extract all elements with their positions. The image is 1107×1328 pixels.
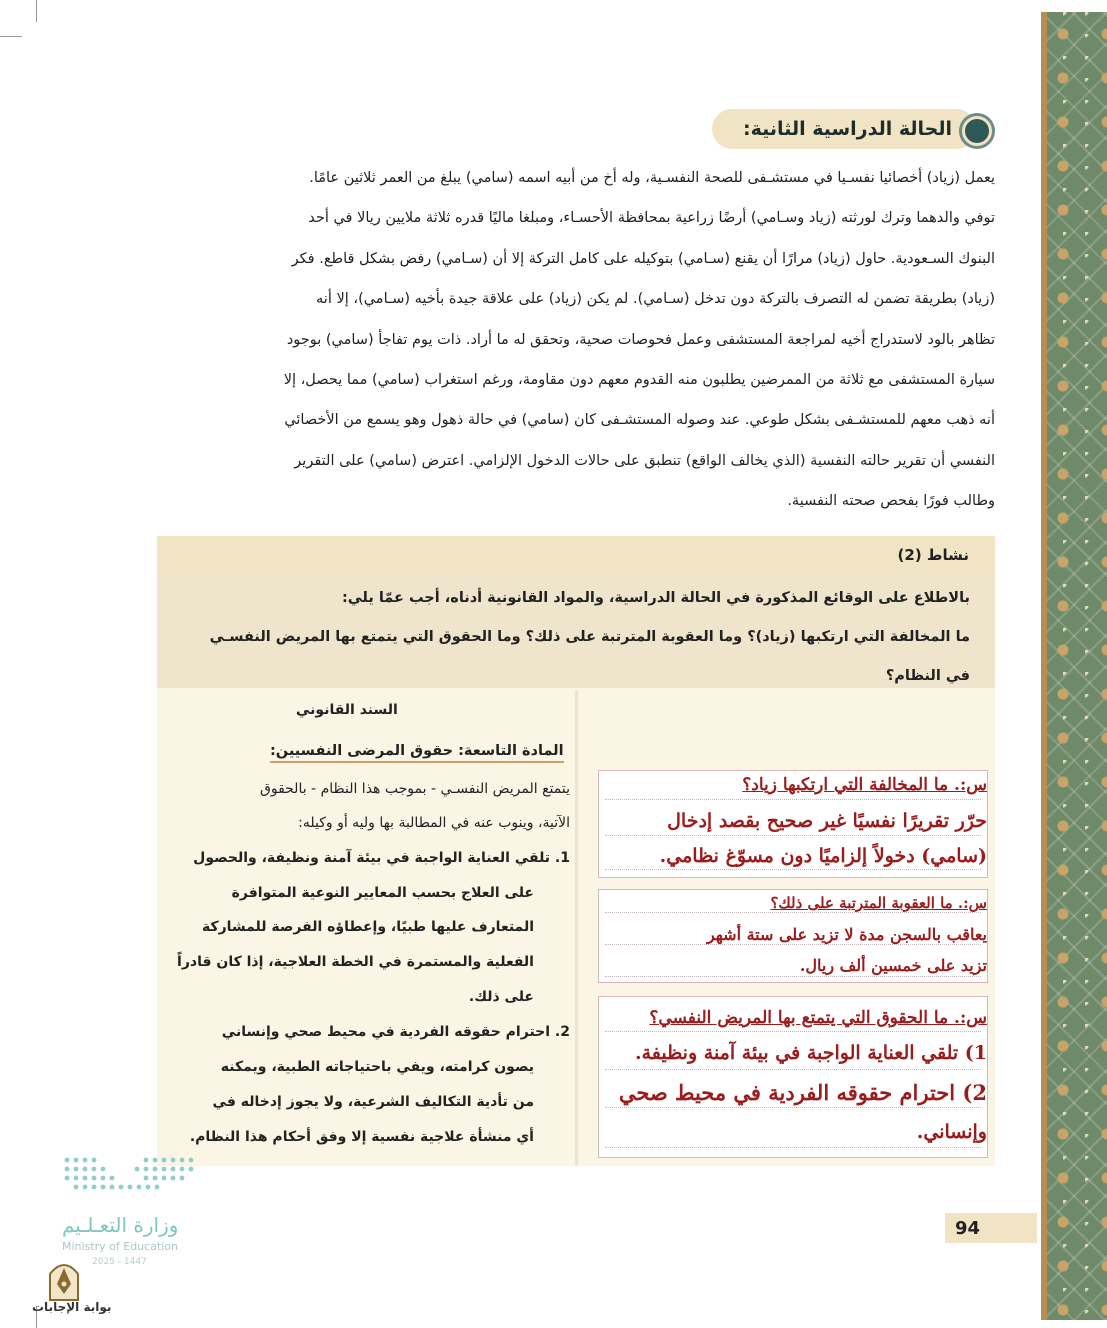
ruled-line [605, 976, 981, 977]
article-title: المادة التاسعة: حقوق المرضى النفسيين: [270, 743, 564, 763]
pen-nib-logo-icon [44, 1258, 84, 1302]
activity-title: نشاط (2) [897, 546, 969, 564]
activity-question-line: ما المخالفة التي ارتكبها (زياد)؟ وما العقوبة المترتبة على ذلك؟ وما الحقوق التي يتمتع بها المريض النفسـي [209, 629, 970, 645]
ruled-line [605, 1031, 981, 1032]
legal-text-line: 2. احترام حقوقه الفردية في محيط صحي وإنساني [221, 1024, 570, 1040]
handwritten-answer: حرّر تقريرًا نفسيًا غير صحيح بقصد إدخال [667, 810, 987, 832]
ruled-line [605, 912, 981, 913]
activity-question-line: في النظام؟ [885, 668, 970, 684]
ruled-line [605, 1107, 981, 1108]
legal-text-line: 1. تلقي العناية الواجبة في بيئة آمنة ونظيفة، والحصول [193, 850, 570, 866]
crop-mark [0, 36, 22, 37]
legal-text-line: المتعارف عليها طبيًا، وإعطاؤه الفرصة للمشاركة [201, 919, 534, 935]
ministry-name-english: Ministry of Education [62, 1240, 179, 1253]
handwritten-question: س:. ما المخالفة التي ارتكبها زياد؟ [742, 775, 987, 795]
ruled-line [605, 1147, 981, 1148]
case-line: النفسي أن تقرير حالته النفسية (الذي يخالف الواقع) تنطبق على حالات الدخول الإلزامي. اعترض (سامي) على التقرير [294, 452, 995, 469]
legal-text-line: من تأدية التكاليف الشرعية، ولا يجوز إدخاله في [212, 1094, 534, 1110]
case-line: سيارة المستشفى مع ثلاثة من الممرضين يطلبون منه القدوم معهم دون مقاومة، ورغم استغراب (سامي) مما يحصل، إلا [283, 372, 995, 389]
section-title: الحالة الدراسية الثانية: [743, 118, 952, 140]
ministry-year: 2025 - 1447 [92, 1257, 147, 1267]
legal-heading: السند القانوني [296, 702, 398, 718]
case-line: (زياد) بطريقة تضمن له التصرف بالتركة دون تدخل (سـامي). لم يكن (زياد) على علاقة جيدة بأخيه (سـامي)، إلا أنه [316, 291, 995, 308]
case-line: وطالب فورًا بفحص صحته النفسية. [787, 493, 995, 510]
legal-text-line: الفعلية والمستمرة في الخطة العلاجية، إذا كان قادراً [177, 954, 534, 970]
handwritten-answer: (سامي) دخولاً إلزاميًا دون مسوّغ نظامي. [659, 845, 987, 867]
decorative-border [1041, 12, 1107, 1320]
bullet-icon [962, 116, 992, 146]
activity-question-line: بالاطلاع على الوقائع المذكورة في الحالة الدراسية، والمواد القانونية أدناه، أجب عمّا يلي: [341, 590, 970, 606]
case-paragraph [157, 158, 995, 522]
legal-text-line: أي منشأة علاجية نفسية إلا وفق أحكام هذا النظام. [189, 1129, 534, 1145]
column-divider [575, 690, 578, 1166]
handwritten-answer: يعاقب بالسجن مدة لا تزيد على ستة أشهر [706, 925, 987, 944]
watermark-label: بوابة الإجابات [32, 1300, 112, 1314]
ruled-line [605, 835, 981, 836]
handwritten-question: س:. ما الحقوق التي يتمتع بها المريض النفسي؟ [649, 1008, 987, 1028]
case-line: يعمل (زياد) أخصائيا نفسـيا في مستشـفى للصحة النفسـية، وله أخ من أبيه اسمه (سامي) يبلغ من العمر ثلاثين عامًا. [309, 170, 995, 186]
handwritten-answer: 1) تلقي العناية الواجبة في بيئة آمنة ونظيفة. [634, 1042, 987, 1064]
ministry-logo-dots-icon [62, 1155, 197, 1195]
ruled-line [605, 944, 981, 945]
ruled-line [605, 1069, 981, 1070]
crop-mark [36, 0, 37, 22]
case-line: أنه ذهب معهم للمستشـفى بشكل طوعي. عند وصوله المستشـفى كان (سامي) في حالة ذهول وهو يسمع من الأخصائي [284, 412, 995, 429]
case-line: تظاهر بالود لاستدراج أخيه لمراجعة المستشفى وعمل فحوصات صحية، وتحقق له ما أراد. ذات يوم تفاجأ (سامي) بوجود [286, 331, 995, 348]
case-line: توفي والدهما وترك لورثته (زياد وسـامي) أرضًا زراعية بمحافظة الأحسـاء، ومبلغا ماليًا قدره ثلاثة ملايين ريالا في أحد [308, 210, 995, 227]
handwritten-question: س:. ما العقوبة المترتبة على ذلك؟ [770, 894, 987, 912]
case-line: البنوك السـعودية. حاول (زياد) مرارًا أن يقنع (سـامي) بتوكيله على كامل التركة إلا أن (سـامي) رفض بشكل قاطع. فكر [291, 250, 995, 267]
ruled-line [605, 799, 981, 800]
handwritten-answer: وإنساني. [916, 1121, 987, 1143]
handwritten-answer: تزيد على خمسين ألف ريال. [799, 956, 987, 975]
legal-text-line: على العلاج بحسب المعايير النوعية المتوافرة [231, 885, 534, 901]
ministry-name-arabic: وزارة التعـلـيم [62, 1213, 179, 1237]
legal-text-line: يصون كرامته، ويفي باحتياجاته الطبية، ويمكنه [220, 1059, 534, 1075]
page-number: 94 [955, 1218, 981, 1239]
activity-header-band [157, 536, 995, 576]
ruled-line [605, 869, 981, 870]
handwritten-answer: 2) احترام حقوقه الفردية في محيط صحي [618, 1080, 987, 1105]
legal-text-line: على ذلك. [468, 989, 534, 1005]
legal-text-line: يتمتع المريض النفسـي - بموجب هذا النظام - بالحقوق [259, 781, 570, 797]
legal-text-line: الآتية، وينوب عنه في المطالبة بها وليه أو وكيله: [298, 815, 570, 831]
